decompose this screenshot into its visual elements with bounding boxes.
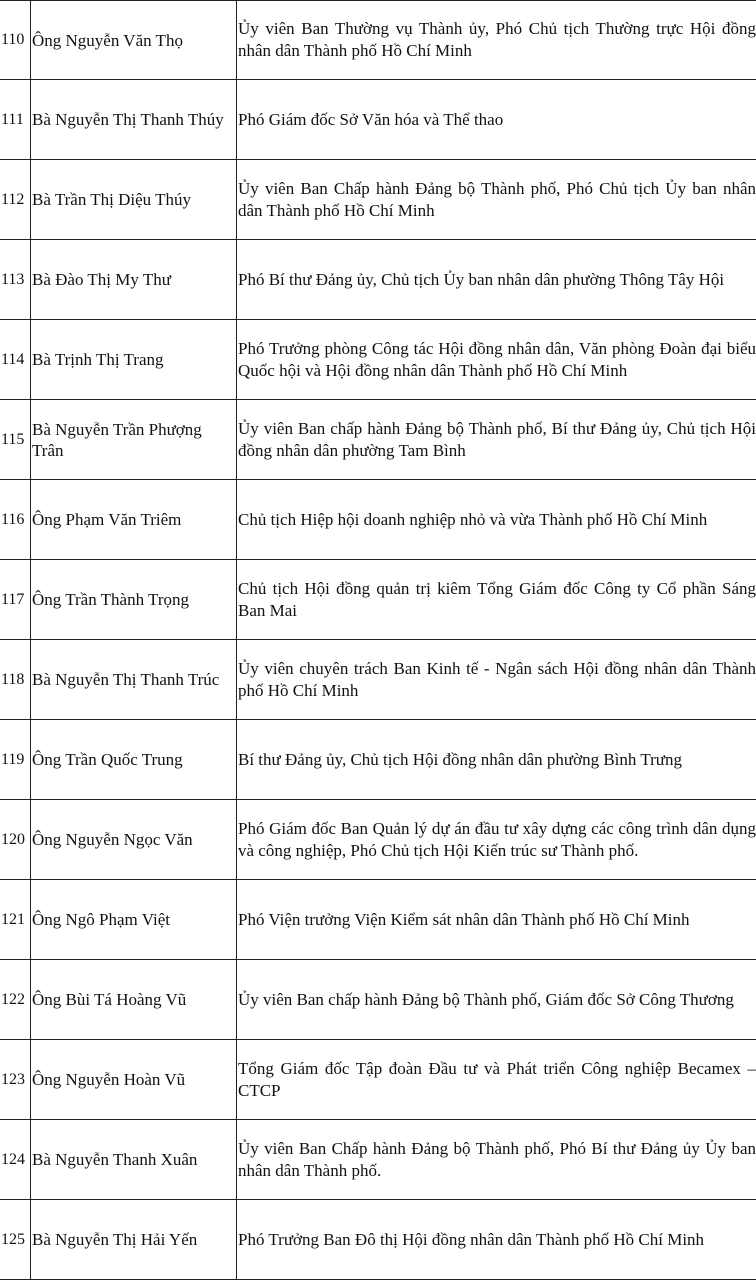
delegate-position: Phó Trưởng phòng Công tác Hội đồng nhân dân, Văn phòng Đoàn đại biểu Quốc hội và Hội đồng nhân dân Thành phố Hồ Chí Minh [236,320,756,399]
table-row [0,1120,756,1200]
table-row [0,240,756,320]
delegate-position: Tổng Giám đốc Tập đoàn Đầu tư và Phát triển Công nghiệp Becamex – CTCP [236,1040,756,1119]
row-number: 113 [1,270,25,288]
row-number: 119 [1,750,25,768]
row-number: 110 [1,31,25,48]
table-row [0,640,756,720]
delegate-position: Ủy viên chuyên trách Ban Kinh tế - Ngân sách Hội đồng nhân dân Thành phố Hồ Chí Minh [236,640,756,719]
delegate-name: Ông Nguyễn Văn Thọ [30,1,236,79]
delegate-position: Chủ tịch Hội đồng quản trị kiêm Tổng Giám đốc Công ty Cổ phần Sáng Ban Mai [236,560,756,639]
row-number: 111 [1,110,24,128]
row-number: 121 [1,910,25,928]
row-number: 120 [1,830,25,848]
table-row [0,560,756,640]
delegate-position: Bí thư Đảng ủy, Chủ tịch Hội đồng nhân dân phường Bình Trưng [236,720,756,799]
table-row [0,400,756,480]
table-row [0,1040,756,1120]
delegate-position: Phó Trưởng Ban Đô thị Hội đồng nhân dân Thành phố Hồ Chí Minh [236,1200,756,1279]
delegate-name: Ông Trần Thành Trọng [30,560,236,639]
row-number: 118 [1,670,25,688]
delegate-position: Phó Bí thư Đảng ủy, Chủ tịch Ủy ban nhân dân phường Thông Tây Hội [236,240,756,319]
delegate-name: Bà Trịnh Thị Trang [30,320,236,399]
delegate-name: Bà Đào Thị My Thư [30,240,236,319]
row-number: 112 [1,190,25,208]
delegate-name: Ông Nguyễn Ngọc Văn [30,800,236,879]
row-number: 115 [1,430,25,448]
delegate-name: Bà Nguyễn Thị Thanh Thúy [30,80,236,159]
delegate-name: Ông Trần Quốc Trung [30,720,236,799]
table-row [0,160,756,240]
table-row [0,320,756,400]
row-number: 114 [1,350,25,368]
delegate-position: Phó Viện trưởng Viện Kiểm sát nhân dân Thành phố Hồ Chí Minh [236,880,756,959]
delegate-name: Bà Nguyễn Thị Hải Yến [30,1200,236,1279]
row-number: 123 [1,1070,25,1088]
delegate-name: Ông Phạm Văn Triêm [30,480,236,559]
delegate-position: Ủy viên Ban chấp hành Đảng bộ Thành phố, Bí thư Đảng ủy, Chủ tịch Hội đồng nhân dân phường Tam Bình [236,400,756,479]
row-number: 122 [1,990,25,1008]
table-row [0,960,756,1040]
delegate-name: Bà Nguyễn Trần Phượng Trân [30,400,236,479]
delegate-position: Ủy viên Ban Chấp hành Đảng bộ Thành phố, Phó Chủ tịch Ủy ban nhân dân Thành phố Hồ Chí Minh [236,160,756,239]
delegate-name: Bà Trần Thị Diệu Thúy [30,160,236,239]
delegate-name: Ông Ngô Phạm Việt [30,880,236,959]
delegate-name: Bà Nguyễn Thị Thanh Trúc [30,640,236,719]
delegate-name: Bà Nguyễn Thanh Xuân [30,1120,236,1199]
delegate-position: Phó Giám đốc Ban Quản lý dự án đầu tư xây dựng các công trình dân dụng và công nghiệp, Phó Chủ tịch Hội Kiến trúc sư Thành phố. [236,800,756,879]
table-row [0,800,756,880]
delegate-position: Phó Giám đốc Sở Văn hóa và Thể thao [236,80,756,159]
delegate-position: Ủy viên Ban Chấp hành Đảng bộ Thành phố, Phó Bí thư Đảng ủy Ủy ban nhân dân Thành phố. [236,1120,756,1199]
table-row [0,720,756,800]
table-row [0,480,756,560]
table-row [0,880,756,960]
row-number: 124 [1,1150,25,1168]
row-number: 116 [1,510,25,528]
delegate-position: Ủy viên Ban chấp hành Đảng bộ Thành phố, Giám đốc Sở Công Thương [236,960,756,1039]
delegate-name: Ông Bùi Tá Hoàng Vũ [30,960,236,1039]
table-row [0,1200,756,1280]
delegate-position: Ủy viên Ban Thường vụ Thành ủy, Phó Chủ tịch Thường trực Hội đồng nhân dân Thành phố Hồ Chí Minh [236,1,756,79]
delegate-name: Ông Nguyễn Hoàn Vũ [30,1040,236,1119]
delegate-position: Chủ tịch Hiệp hội doanh nghiệp nhỏ và vừa Thành phố Hồ Chí Minh [236,480,756,559]
row-number: 125 [1,1230,25,1248]
row-number: 117 [1,590,25,608]
table-row [0,80,756,160]
table-row [0,0,756,80]
